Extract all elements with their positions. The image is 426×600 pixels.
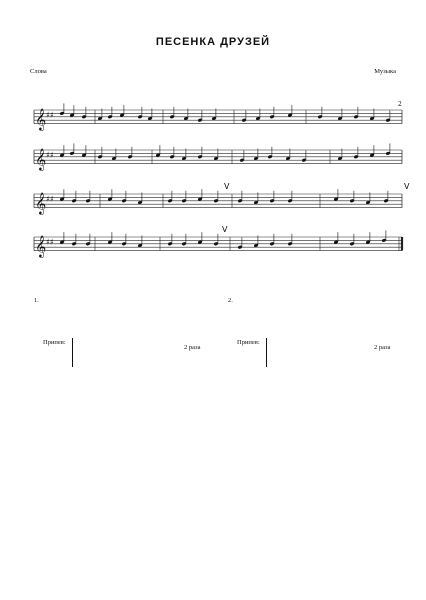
refrain-lines <box>43 338 73 367</box>
lyricist-prefix: Слова <box>30 68 47 75</box>
treble-clef-icon: 𝄞 <box>35 148 47 171</box>
breath-mark: V <box>224 182 230 191</box>
verse-line <box>228 315 398 325</box>
verse-1 <box>34 296 204 367</box>
key-signature-sharps: ♯♯ <box>46 150 54 160</box>
measure-number: 2 <box>398 101 402 108</box>
key-signature-sharps: ♯♯ <box>46 237 54 247</box>
key-signature-sharps: ♯♯ <box>46 194 54 204</box>
refrain-line <box>237 357 260 367</box>
music-score <box>0 0 426 290</box>
treble-clef-icon: 𝄞 <box>35 192 47 215</box>
treble-clef-icon: 𝄞 <box>35 108 47 131</box>
breath-mark: V <box>222 225 228 234</box>
verse-number: 1. <box>34 297 39 304</box>
breath-mark: V <box>404 182 410 191</box>
staves-group <box>34 101 410 259</box>
refrain <box>228 338 398 367</box>
verse-line <box>34 325 204 335</box>
verse-line <box>34 315 204 325</box>
refrain-lines <box>237 338 267 367</box>
composer-prefix: Музыка <box>374 68 396 75</box>
refrain-line <box>43 357 66 367</box>
repeat-mark: 2 раза <box>184 344 201 351</box>
verse-line <box>34 296 204 306</box>
refrain-label: Припев: <box>43 339 66 346</box>
verse-2 <box>228 296 398 367</box>
verse-line <box>228 296 398 306</box>
verse-line <box>34 306 204 316</box>
refrain-line <box>43 338 66 357</box>
refrain-label: Припев: <box>237 339 260 346</box>
repeat-mark: 2 раза <box>374 344 391 351</box>
verse-line <box>228 325 398 335</box>
refrain-line <box>237 338 260 357</box>
key-signature-sharps: ♯♯ <box>46 110 54 120</box>
verse-number: 2. <box>228 297 233 304</box>
treble-clef-icon: 𝄞 <box>35 235 47 258</box>
verse-line <box>228 306 398 316</box>
refrain <box>34 338 204 367</box>
song-title: ПЕСЕНКА ДРУЗЕЙ <box>155 36 271 48</box>
